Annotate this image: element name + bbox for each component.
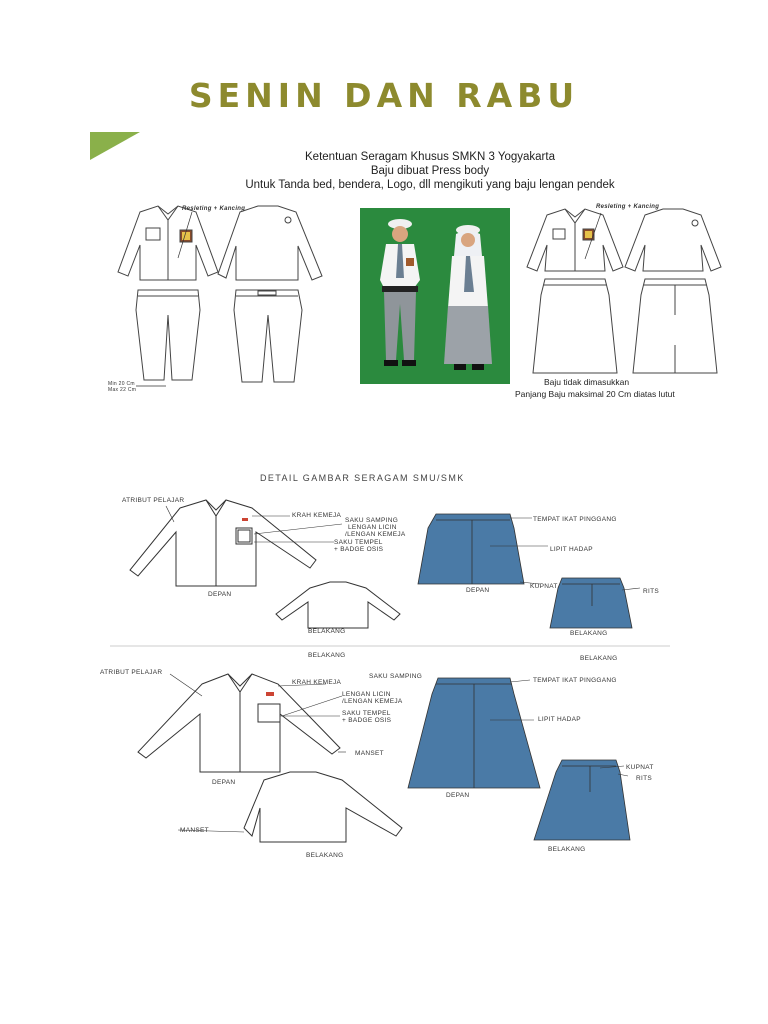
label-saku-tempel-upper: SAKU TEMPEL (334, 539, 383, 546)
caption-line-1: Ketentuan Seragam Khusus SMKN 3 Yogyakarta (305, 151, 555, 163)
label-belakang-shirt-upper: BELAKANG (308, 628, 346, 635)
label-belakang-skirt-lower: BELAKANG (548, 846, 586, 853)
caption-line-3: Untuk Tanda bed, bendera, Logo, dll mengikuti yang baju lengan pendek (245, 179, 615, 191)
label-saku-tempel-lower: SAKU TEMPEL (342, 710, 391, 717)
max-length-label: Max 22 Cm (108, 387, 137, 393)
detail-upper-drawings (110, 488, 670, 648)
section-divider (110, 644, 670, 648)
female-uniform-drawing (525, 205, 725, 375)
page-title: SENIN DAN RABU (188, 76, 580, 115)
label-kupnat-upper: KUPNAT (530, 583, 558, 590)
students-uniform-photo (360, 208, 510, 384)
min-length-label: Min 20 Cm (108, 381, 135, 387)
label-belakang-skirt-upper: BELAKANG (570, 630, 608, 637)
label-badge-lower: + BADGE OSIS (342, 717, 392, 724)
label-saku-samping-upper: SAKU SAMPING (345, 517, 399, 524)
zipper-label-male: Resleting + Kancing (182, 206, 246, 212)
label-lengan-upper: LENGAN LICIN (348, 524, 397, 531)
label-lengan-lower: LENGAN LICIN (342, 691, 391, 698)
label-belakang-below: BELAKANG (308, 652, 346, 659)
uniform-rules-caption (200, 150, 660, 192)
label-atribut-lower: ATRIBUT PELAJAR (100, 669, 163, 676)
caption-line-2: Baju dibuat Press body (370, 165, 490, 177)
zipper-label-female: Resleting + Kancing (596, 204, 660, 210)
label-belakang-shirt-lower: BELAKANG (306, 852, 344, 859)
label-manset-right: MANSET (355, 750, 384, 757)
label-rits-upper: RITS (643, 588, 660, 595)
label-tempat-ikat-upper: TEMPAT IKAT PINGGANG (533, 516, 617, 523)
note-max-length: Panjang Baju maksimal 20 Cm diatas lutut (515, 389, 675, 399)
label-tempat-ikat-lower: TEMPAT IKAT PINGGANG (533, 677, 617, 684)
label-atribut-upper: ATRIBUT PELAJAR (122, 497, 185, 504)
label-kerah-upper: KRAH KEMEJA (292, 512, 342, 519)
label-lipit-upper: LIPIT HADAP (550, 546, 593, 553)
note-shirt-not-tucked: Baju tidak dimasukkan (544, 377, 630, 387)
decorative-triangle (90, 132, 140, 160)
label-manset-left: MANSET (180, 827, 209, 834)
label-belakang-right: BELAKANG (580, 655, 618, 662)
label-saku-samping-lower: SAKU SAMPING (369, 673, 423, 680)
label-depan-shirt-lower: DEPAN (212, 779, 236, 786)
label-lengan2-upper: /LENGAN KEMEJA (345, 531, 406, 538)
label-depan-skirt-upper: DEPAN (466, 587, 490, 594)
label-kupnat-lower: KUPNAT (626, 764, 654, 771)
label-lipit-lower: LIPIT HADAP (538, 716, 581, 723)
label-badge-upper: + BADGE OSIS (334, 546, 384, 553)
label-lengan2-lower: /LENGAN KEMEJA (342, 698, 403, 705)
label-rits-lower: RITS (636, 775, 653, 782)
detail-title: DETAIL GAMBAR SERAGAM SMU/SMK (260, 473, 465, 483)
label-depan-skirt-lower: DEPAN (446, 792, 470, 799)
male-uniform-drawing (108, 200, 338, 390)
label-depan-shirt-upper: DEPAN (208, 591, 232, 598)
label-kerah-lower: KRAH KEMEJA (292, 679, 342, 686)
